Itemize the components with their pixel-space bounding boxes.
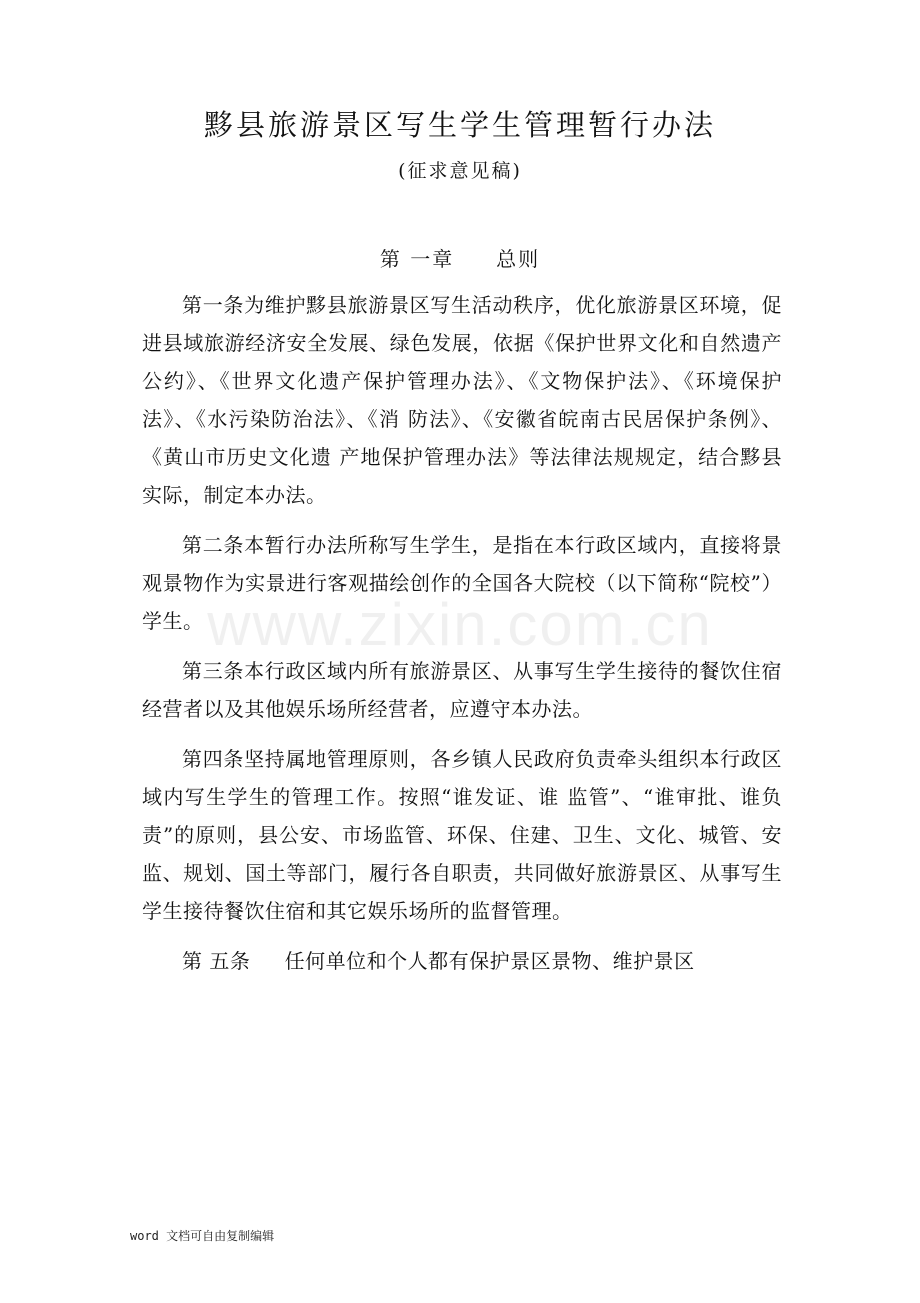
article-2: 第二条本暂行办法所称写生学生，是指在本行政区域内，直接将景观景物作为实景进行客观描绘创作的全国各大院校（以下简称“院校”）学生。 bbox=[142, 533, 782, 633]
watermark: www.zixin.com.cn bbox=[207, 591, 713, 658]
chapter-heading: 第 一章 总则 bbox=[379, 247, 541, 271]
document-title: 黟县旅游景区写生学生管理暂行办法 bbox=[203, 108, 716, 142]
article-4: 第四条坚持属地管理原则，各乡镇人民政府负责牵头组织本行政区域内写生学生的管理工作。按照“谁发证、谁 监管”、“谁审批、谁负责”的原则，县公安、市场监管、环保、住建、卫生、文化、城管、安监、规划、国土等部门，履行各自职责，共同做好旅游景区、从事写生学生接待餐饮住宿和其它娱乐场所的监督管理。 bbox=[142, 747, 782, 923]
footer-note: word 文档可自由复制编辑 bbox=[130, 1229, 275, 1243]
document-subtitle: (征求意见稿) bbox=[398, 160, 522, 182]
article-1: 第一条为维护黟县旅游景区写生活动秩序，优化旅游景区环境，促进县域旅游经济安全发展、绿色发展，依据《保护世界文化和自然遗产公约》、《世界文化遗产保护管理办法》、《文物保护法》、《环境保护法》、《水污染防治法》、《消 防法》、《安徽省皖南古民居保护条例》、《黄山市历史文化遗 产地保护管理办法》等法律法规规定，结合黟县实际，制定本办法。 bbox=[142, 293, 782, 507]
article-3: 第三条本行政区域内所有旅游景区、从事写生学生接待的餐饮住宿经营者以及其他娱乐场所经营者，应遵守本办法。 bbox=[142, 659, 782, 721]
article-5: 第 五条 任何单位和个人都有保护景区景物、维护景区 bbox=[182, 949, 695, 973]
document-body bbox=[142, 286, 782, 992]
